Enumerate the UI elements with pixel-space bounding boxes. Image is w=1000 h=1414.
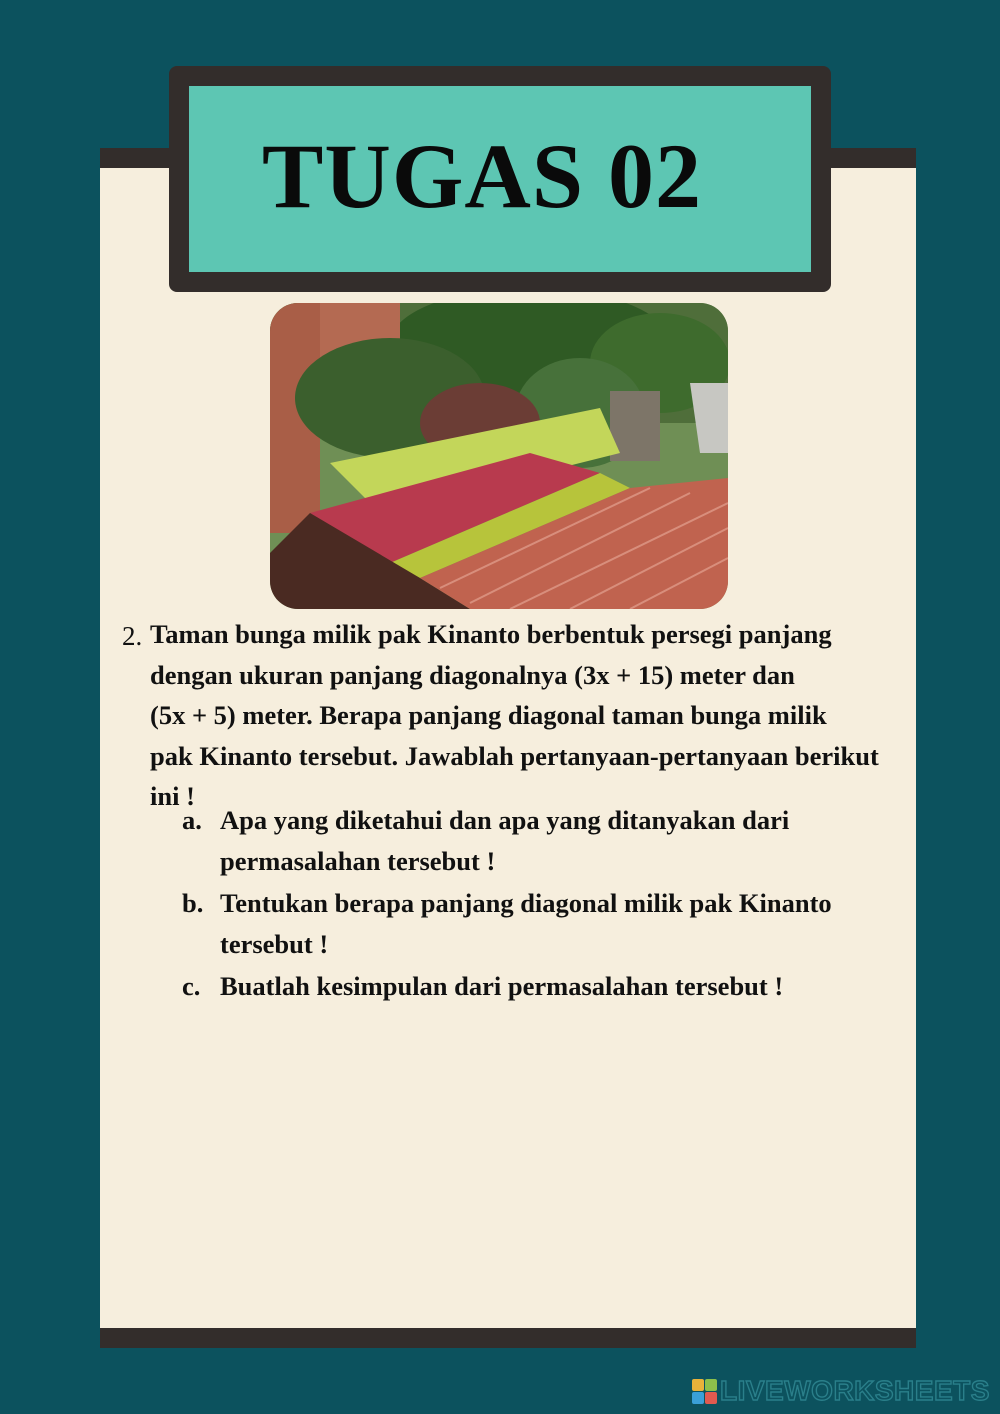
- sub-question-letter: a.: [182, 805, 202, 835]
- page-title: TUGAS 02: [262, 125, 702, 227]
- sub-question-letter: c.: [182, 971, 201, 1001]
- flower-garden-image: [270, 303, 728, 609]
- sub-question-line: Tentukan berapa panjang diagonal milik pak Kinanto: [220, 888, 832, 918]
- sub-question-line: permasalahan tersebut !: [220, 846, 496, 876]
- question-line: Taman bunga milik pak Kinanto berbentuk persegi panjang: [150, 619, 832, 649]
- sub-question-a: [182, 800, 922, 882]
- question-text: [150, 614, 940, 817]
- sub-question-c: [182, 966, 922, 1007]
- sub-question-line: tersebut !: [220, 929, 329, 959]
- question-line: pak Kinanto tersebut. Jawablah pertanyaan-pertanyaan berikut: [150, 740, 879, 771]
- sub-question-line: Apa yang diketahui dan apa yang ditanyakan dari: [220, 805, 790, 835]
- title-box: [169, 66, 831, 292]
- sub-question-b: [182, 883, 922, 965]
- question-line: dengan ukuran panjang diagonalnya (3x + 15) meter dan: [150, 659, 795, 690]
- logo-text: LIVEWORKSHEETS: [720, 1375, 990, 1406]
- sub-question-letter: b.: [182, 888, 204, 918]
- question-line: (5x + 5) meter. Berapa panjang diagonal taman bunga milik: [150, 700, 827, 731]
- question-line: ini !: [150, 781, 195, 812]
- sub-question-line: Buatlah kesimpulan dari permasalahan tersebut !: [220, 971, 784, 1001]
- liveworksheets-logo: [692, 1376, 990, 1406]
- question-number: 2.: [122, 621, 143, 651]
- logo-grid-icon: [692, 1379, 716, 1403]
